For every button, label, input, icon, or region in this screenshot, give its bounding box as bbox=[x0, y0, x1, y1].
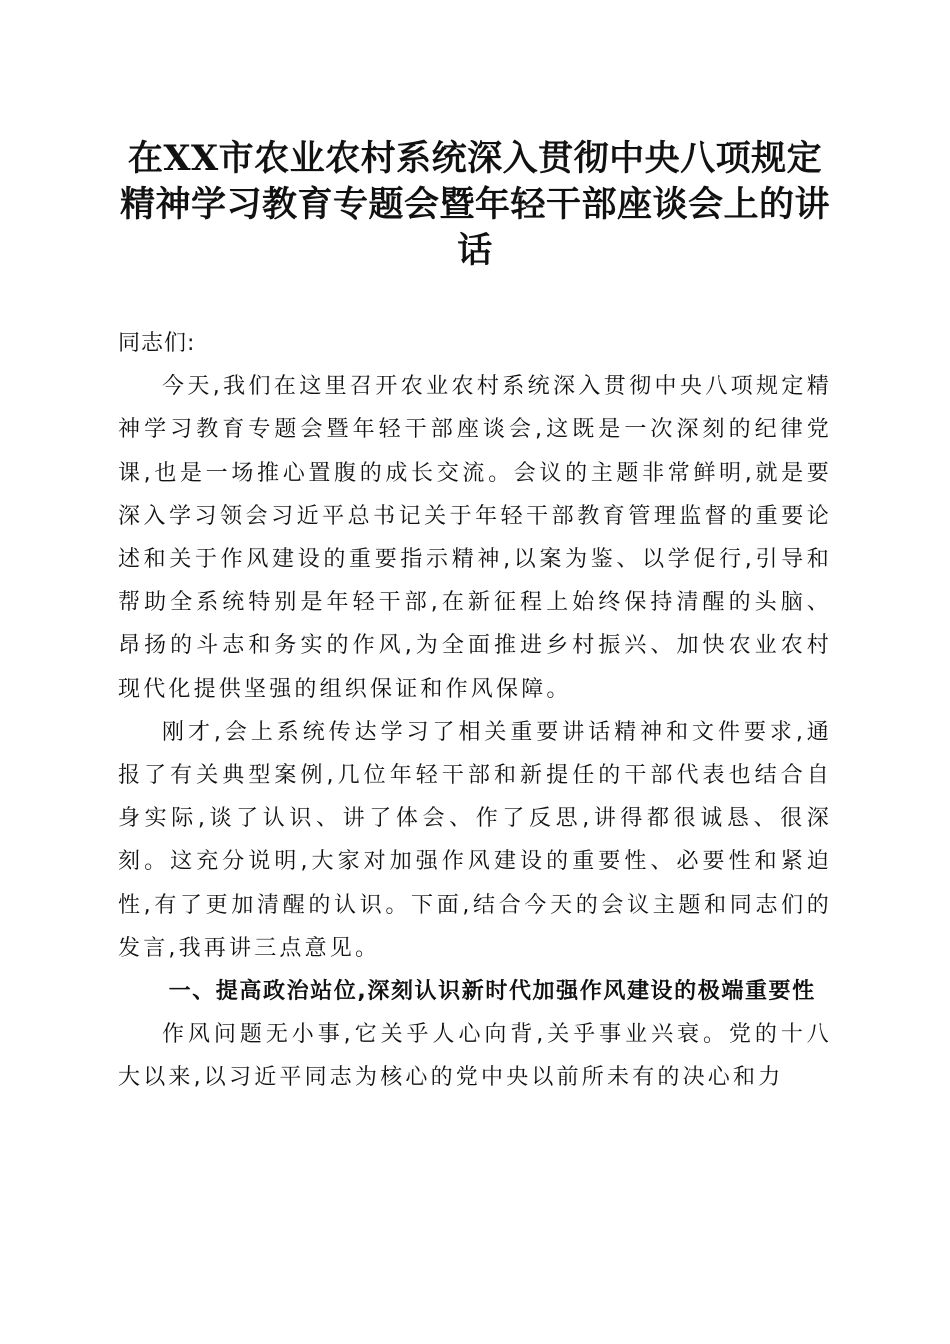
title-line-1: 在XX市农业农村系统深入贯彻中央八项规定 bbox=[127, 138, 823, 179]
paragraph-summary: 刚才,会上系统传达学习了相关重要讲话精神和文件要求,通报了有关典型案例,几位年轻干部和新提任的干部代表也结合自身实际,谈了认识、讲了体会、作了反思,讲得都很诚恳、很深刻。这充分说明,大家对加强作风建设的重要性、必要性和紧迫性,有了更加清醒的认识。下面,结合今天的会议主题和同志们的发言,我再讲三点意见。 bbox=[118, 719, 832, 961]
salutation: 同志们: bbox=[118, 331, 196, 356]
paragraph-opening: 今天,我们在这里召开农业农村系统深入贯彻中央八项规定精神学习教育专题会暨年轻干部座谈会,这既是一次深刻的纪律党课,也是一场推心置腹的成长交流。会议的主题非常鲜明,就是要深入学习领会习近平总书记关于年轻干部教育管理监督的重要论述和关于作风建设的重要指示精神,以案为鉴、以学促行,引导和帮助全系统特别是年轻干部,在新征程上始终保持清醒的头脑、昂扬的斗志和务实的作风,为全面推进乡村振兴、加快农业农村现代化提供坚强的组织保证和作风保障。 bbox=[118, 374, 832, 702]
title-line-3: 话 bbox=[457, 230, 493, 271]
title-line-2: 精神学习教育专题会暨年轻干部座谈会上的讲 bbox=[119, 184, 830, 225]
document-title bbox=[100, 136, 850, 274]
document-body bbox=[118, 322, 832, 1100]
section-heading-1: 一、提高政治站位,深刻认识新时代加强作风建设的极端重要性 bbox=[168, 979, 816, 1005]
section-1-paragraph: 作风问题无小事,它关乎人心向背,关乎事业兴衰。党的十八大以来,以习近平同志为核心的党中央以前所未有的决心和力 bbox=[118, 1022, 832, 1091]
